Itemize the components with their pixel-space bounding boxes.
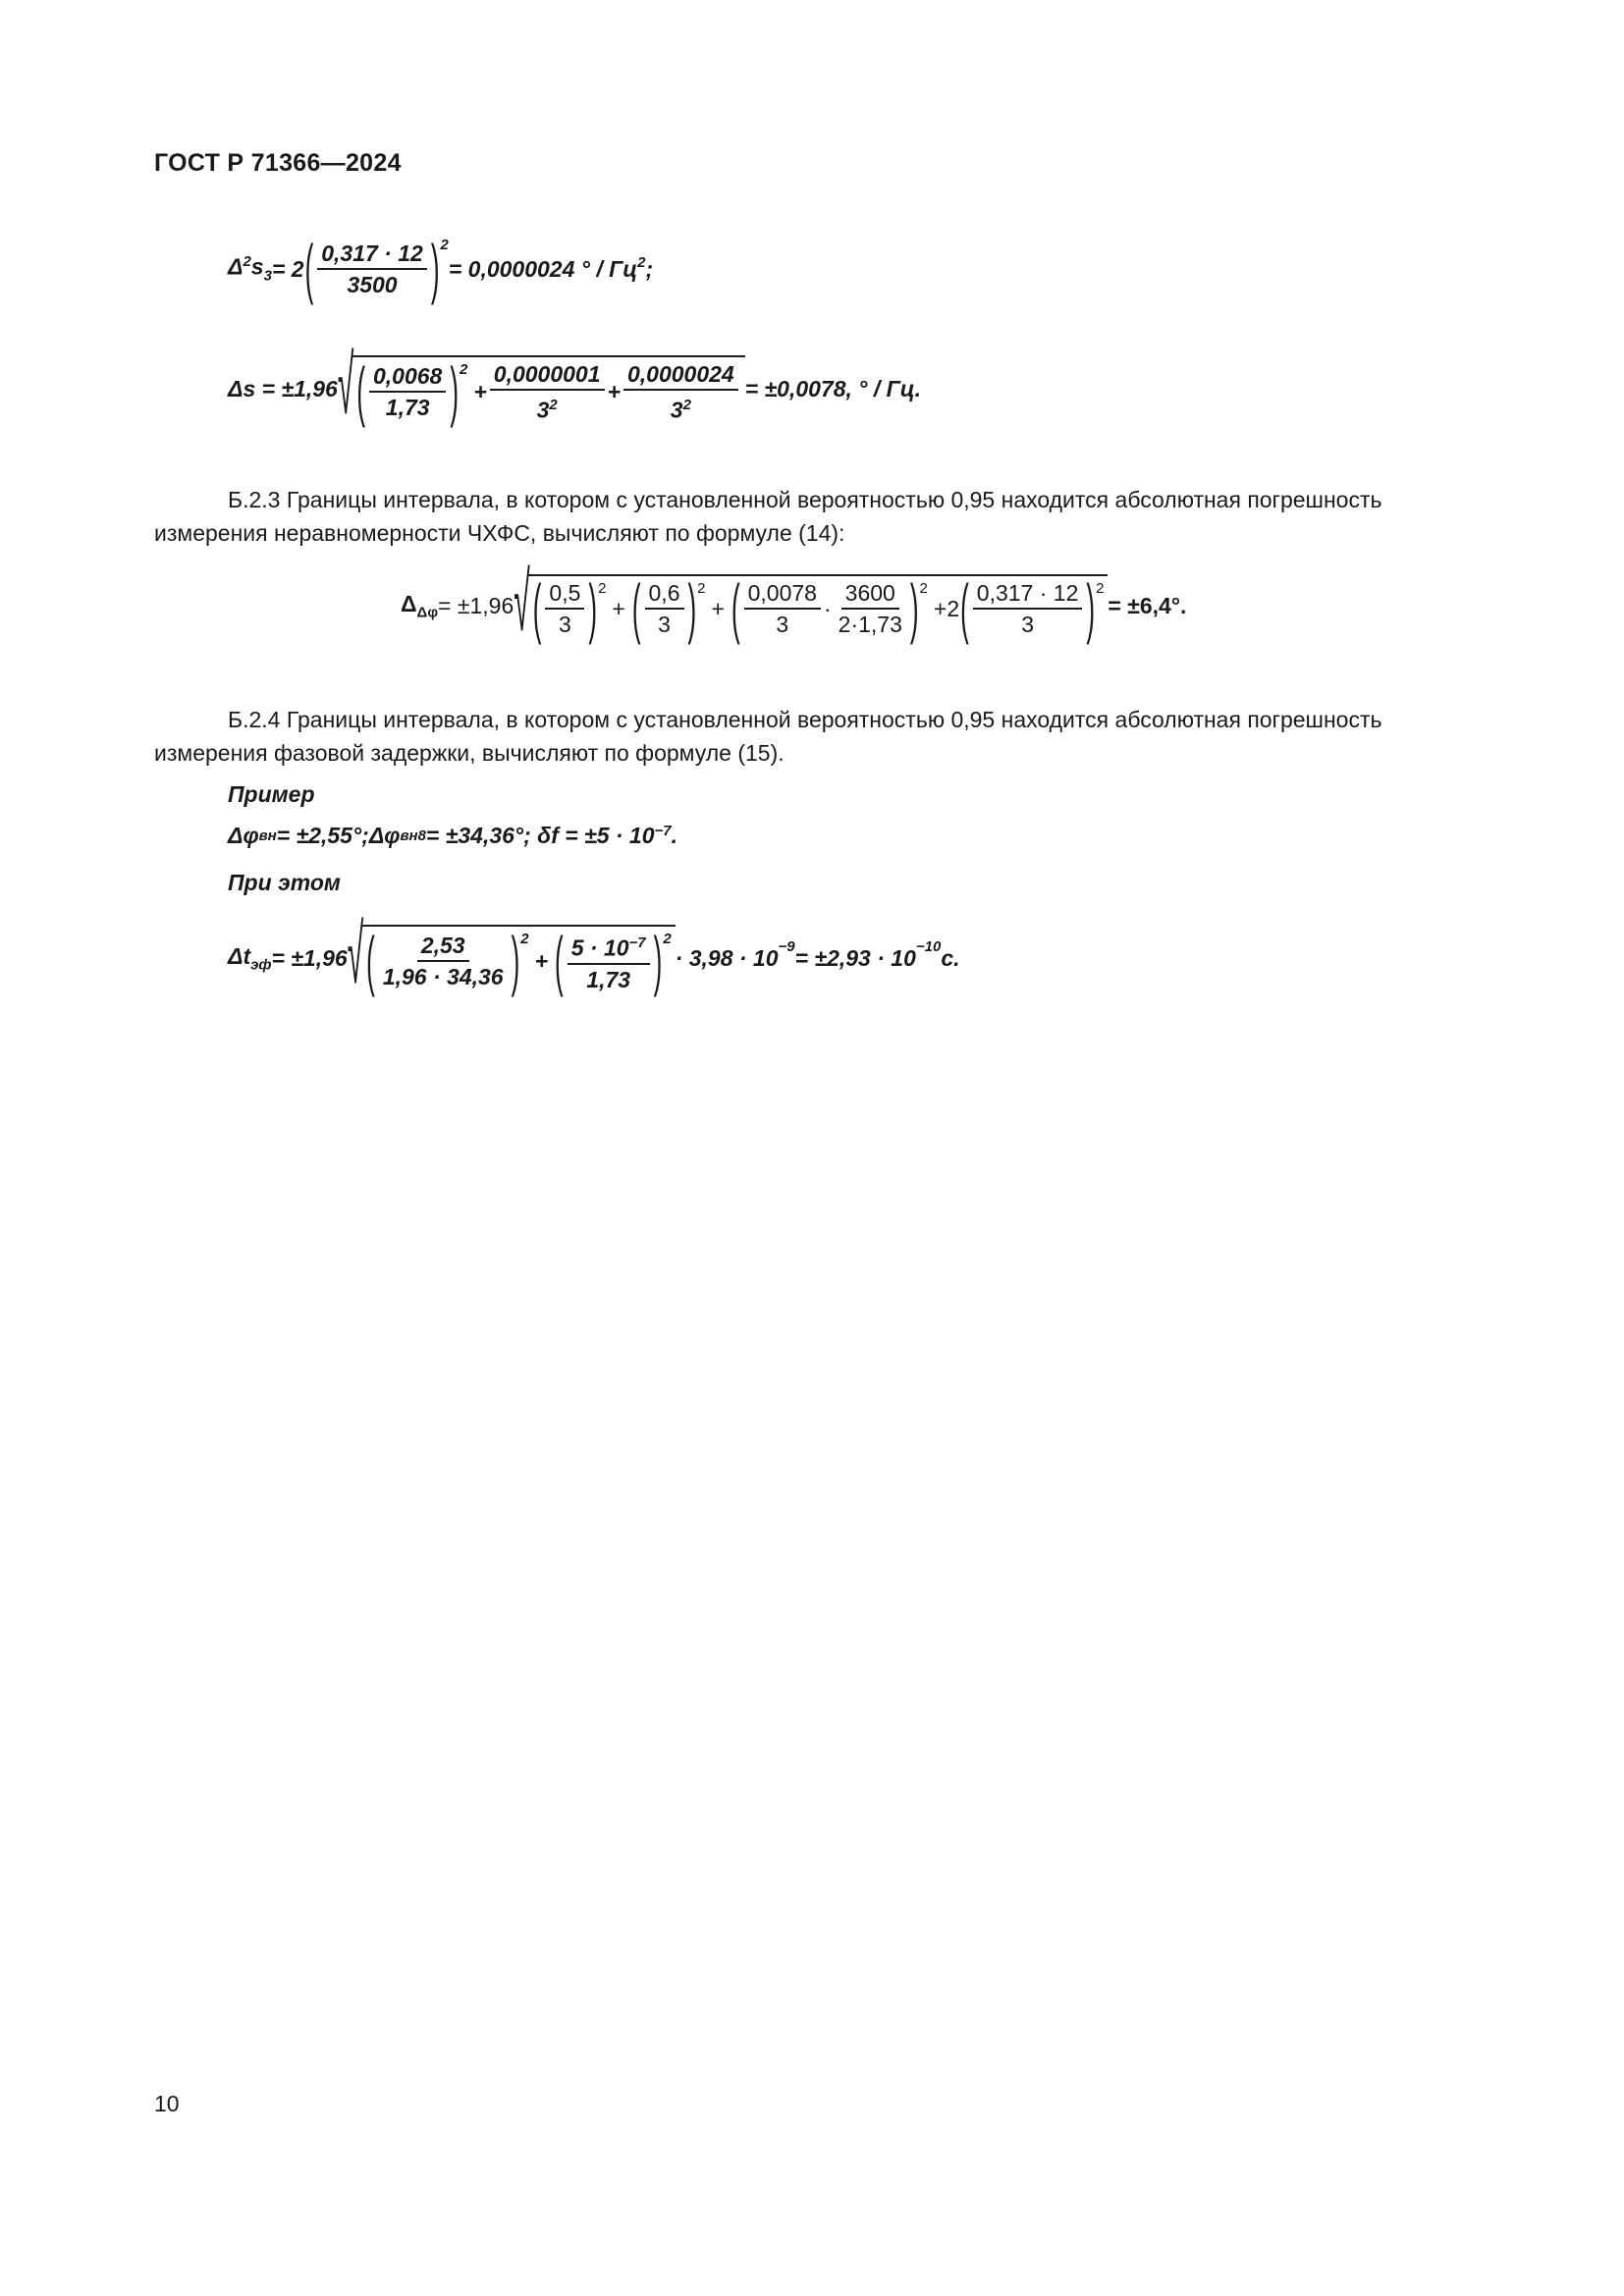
eq1-fraction: $\frac{0,317 \cdot 12}{3500}$ (317, 240, 427, 297)
example-label: Пример (228, 781, 315, 807)
eq5-lhs: $\Delta t_{эф}$ (228, 943, 272, 974)
eq3-sqrt: √ ( $\frac{0,5}{3}$ ) $^2$ + ( $\frac{0,6}{3}$ ) $^2$ + ( $\frac{0,0078}{3}$ · $\frac{3600}{2\cdot 1,73}$ ) $^2$ +2 ( $\frac{0,317 \cdot 12}{3}$ ) $^2$ (514, 574, 1108, 637)
paragraph-b23: Б.2.3 Границы интервала, в котором с установленной вероятностью 0,95 находится абсолютная погрешность измерения неравномерности ЧХФС, вычисляют по формуле (14): (154, 487, 1382, 546)
eq3-lhs: $\Delta_{\Delta\varphi}$ (401, 590, 439, 621)
equation-2: Δs = ±1,96 √ ( $\frac{0,0068}{1,73}$ ) $^2$ + $\frac{0,0000001}{3^2}$ + $\frac{0,0000024}{3^2}$ = ±0,0078, ° / Гц. (228, 342, 922, 434)
equation-1: $\Delta^2s_3$ = 2 ( $\frac{0,317 \cdot 12}{3500}$ ) $^2$ = 0,0000024 ° / Гц $^2$ ; (228, 229, 654, 306)
paragraph-b24: Б.2.4 Границы интервала, в котором с установленной вероятностью 0,95 находится абсолютная погрешность измерения фазовой задержки, вычисляют по формуле (15). (154, 707, 1382, 766)
eq1-lhs: $\Delta^2s_3$ (228, 253, 272, 285)
with-this-label: При этом (228, 870, 341, 895)
equation-4: Δφ вн = ±2,55°; Δφ вн8 = ±34,36°; δf = ±5 · 10 $^{-7}$ . (228, 823, 678, 848)
page-number: 10 (154, 2091, 180, 2116)
eq2-sqrt: √ ( $\frac{0,0068}{1,73}$ ) $^2$ + $\frac{0,0000001}{3^2}$ + $\frac{0,0000024}{3^2}$ (338, 355, 745, 423)
eq5-sqrt: √ ( $\frac{2,53}{1,96 \cdot 34,36}$ ) $^2$ + ( $\frac{5 \cdot 10^{-7}}{1,73}$ ) $^2$ (348, 925, 676, 992)
document-header: ГОСТ Р 71366—2024 (154, 149, 402, 177)
equation-5: $\Delta t_{эф}$ = ±1,96 √ ( $\frac{2,53}{1,96 \cdot 34,36}$ ) $^2$ + ( $\frac{5 \cdot 10^{-7}}{1,73}$ ) $^2$ · 3,98 · 10 $^{-9}$ = ±2,93 · 10 $^{-10}$ с. (228, 911, 960, 1003)
equation-3: $\Delta_{\Delta\varphi}$ = ±1,96 √ ( $\frac{0,5}{3}$ ) $^2$ + ( $\frac{0,6}{3}$ ) $^2$ + ( $\frac{0,0078}{3}$ · $\frac{3600}{2\cdot 1,73}$ ) $^2$ +2 ( $\frac{0,317 \cdot 12}{3}$ ) $^2$ = ±6,4°. (401, 559, 1187, 650)
